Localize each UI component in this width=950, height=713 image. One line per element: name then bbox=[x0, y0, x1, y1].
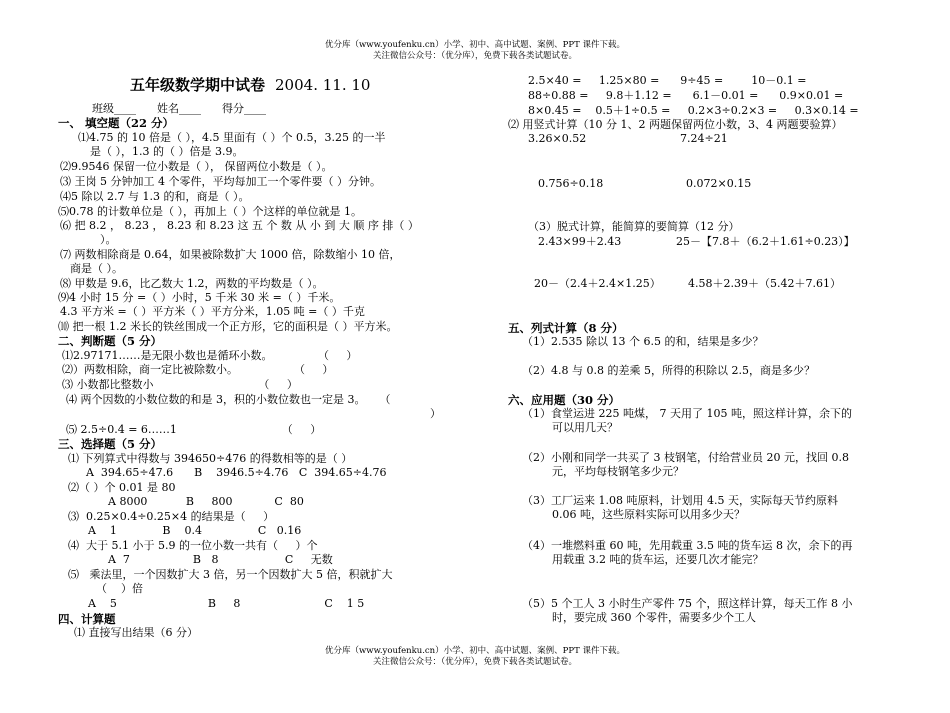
word-problem-3: （3）工厂运来 1.08 吨原料，计划用 4.5 天，实际每天节约原料 bbox=[522, 494, 838, 507]
choice-item-5-cont: （ ）倍 bbox=[96, 582, 143, 595]
simplify-calc-2: 25－【7.8＋（6.2＋1.61÷0.23）】 bbox=[676, 235, 855, 248]
fill-item-5: ⑸0.78 的计数单位是（ ），再加上（ ）个这样的单位就是 1。 bbox=[58, 205, 362, 218]
choice-item-1: ⑴ 下列算式中得数与 394650÷476 的得数相等的是（ ） bbox=[68, 452, 353, 465]
expr-item-1: （1）2.535 除以 13 个 6.5 的和，结果是多少？ bbox=[522, 335, 764, 348]
judge-item-5: ⑸ 2.5÷0.4 = 6……1 （ ） bbox=[66, 423, 322, 436]
choice-item-4: ⑷ 大于 5.1 小于 5.9 的一位小数一共有（ ）个 bbox=[68, 539, 318, 552]
judge-item-3: ⑶ 小数都比整数小 （ ） bbox=[62, 378, 298, 391]
judge-item-2: ⑵）两数相除，商一定比被除数小。 （ ） bbox=[62, 363, 334, 376]
fill-item-6-cont: ）。 bbox=[100, 233, 117, 246]
page-header-line1: 优分库（www.youfenku.cn）小学、初中、高中试题、案例、PPT 课件下载。 bbox=[325, 40, 625, 50]
fill-item-9-cont: 4.3 平方米 =（ ）平方米（ ）平方分米，1.05 吨 =（ ）千克 bbox=[60, 305, 365, 318]
word-problem-2: （2）小刚和同学一共买了 3 枝钢笔，付给营业员 20 元，找回 0.8 bbox=[522, 451, 849, 464]
exam-title-text: 五年级数学期中试卷 bbox=[130, 76, 266, 94]
choice-item-3-options: A 1 B 0.4 C 0.16 bbox=[88, 524, 302, 537]
judge-item-4: ⑷ 两个因数的小数位数的和是 3，积的小数位数也一定是 3。 （ bbox=[66, 393, 391, 406]
expr-item-2: （2）4.8 与 0.8 的差乘 5，所得的积除以 2.5，商是多少？ bbox=[522, 364, 815, 377]
vertical-calc-3: 0.756÷0.18 bbox=[538, 177, 604, 190]
fill-item-10: ⑽ 把一根 1.2 米长的铁丝围成一个正方形，它的面积是（ ）平方米。 bbox=[58, 320, 398, 333]
direct-calc-row-2: 88÷0.88 = 9.8＋1.12 = 6.1－0.01 = 0.9×0.01 = bbox=[528, 89, 844, 102]
judge-item-4-cont: ） bbox=[430, 407, 441, 420]
fill-item-8: ⑻ 甲数是 9.6，比乙数大 1.2，两数的平均数是（ ）。 bbox=[60, 277, 324, 290]
choice-item-2-options: A 8000 B 800 C 80 bbox=[108, 495, 304, 508]
vertical-calc-4: 0.072×0.15 bbox=[686, 177, 752, 190]
direct-calc-row-1: 2.5×40 = 1.25×80 = 9÷45 = 10－0.1 = bbox=[528, 74, 807, 87]
simplify-calc-4: 4.58＋2.39＋（5.42＋7.61） bbox=[688, 277, 841, 290]
simplify-calc-1: 2.43×99＋2.43 bbox=[538, 235, 622, 248]
fill-item-6: ⑹ 把 8.2 ， 8.23 ， 8.23 和 8.23 这 五 个 数 从 小 到 大 顺 序 排（ ） bbox=[60, 219, 419, 232]
word-problem-4: （4）一堆燃料重 60 吨，先用载重 3.5 吨的货车运 8 次，余下的再 bbox=[522, 539, 853, 552]
vertical-calc-title: ⑵ 用竖式计算（10 分 1、2 两题保留两位小数，3、4 两题要验算） bbox=[508, 118, 843, 131]
judge-item-1: ⑴2.97171……是无限小数也是循环小数。 （ ） bbox=[62, 349, 358, 362]
word-problem-1-cont: 可以用几天？ bbox=[552, 421, 618, 434]
choice-item-4-options: A 7 B 8 C 无数 bbox=[108, 553, 333, 566]
fill-item-2: ⑵9.9546 保留一位小数是（ ）， 保留两位小数是（ ）。 bbox=[60, 160, 333, 173]
fill-item-4: ⑷5 除以 2.7 与 1.3 的和，商是（ ）。 bbox=[60, 190, 250, 203]
fill-item-1: ⑴4.75 的 10 倍是（ ），4.5 里面有（ ）个 0.5，3.25 的一半 bbox=[78, 131, 386, 144]
word-problem-5-cont: 时，要完成 360 个零件，需要多少个工人 bbox=[552, 611, 756, 624]
word-problem-2-cont: 元，平均每枝钢笔多少元？ bbox=[552, 465, 684, 478]
student-info-line: 班级____ 姓名____ 得分____ bbox=[92, 102, 266, 115]
vertical-calc-2: 7.24÷21 bbox=[680, 132, 728, 145]
simplify-calc-3: 20－（2.4＋2.4×1.25） bbox=[534, 277, 661, 290]
page-footer-line2: 关注微信公众号：（优分库），免费下载各类试题试卷。 bbox=[372, 657, 577, 667]
direct-calc-row-3: 8×0.45 = 0.5＋1÷0.5 = 0.2×3÷0.2×3 = 0.3×0.14 = bbox=[528, 104, 859, 117]
calc-sub-1-title: ⑴ 直接写出结果（6 分） bbox=[74, 626, 198, 639]
fill-item-7-cont: 商是（ ）。 bbox=[70, 262, 123, 275]
fill-item-7: ⑺ 两数相除商是 0.64，如果被除数扩大 1000 倍，除数缩小 10 倍， bbox=[60, 248, 401, 261]
choice-item-5-options: A 5 B 8 C 1 5 bbox=[88, 597, 365, 610]
choice-item-3: ⑶ 0.25×0.4÷0.25×4 的结果是（ ） bbox=[68, 510, 275, 523]
vertical-calc-1: 3.26×0.52 bbox=[528, 132, 587, 145]
choice-item-1-options: A 394.65÷47.6 B 3946.5÷4.76 C 394.65÷4.76 bbox=[86, 466, 387, 479]
word-problem-3-cont: 0.06 吨，这些原料实际可以用多少天？ bbox=[552, 508, 745, 521]
simplify-calc-title: （3）脱式计算，能简算的要简算（12 分） bbox=[528, 220, 740, 233]
choice-item-5: ⑸ 乘法里，一个因数扩大 3 倍，另一个因数扩大 5 倍，积就扩大 bbox=[68, 568, 393, 581]
section-1-title: 一、 填空题（22 分） bbox=[58, 116, 175, 130]
exam-date: 2004. 11. 10 bbox=[275, 76, 371, 94]
section-5-title: 五、列式计算（8 分） bbox=[508, 321, 624, 335]
fill-item-9: ⑼4 小时 15 分 =（ ）小时，5 千米 30 米 =（ ）千米。 bbox=[58, 291, 341, 304]
page-footer-line1: 优分库（www.youfenku.cn）小学、初中、高中试题、案例、PPT 课件下载。 bbox=[325, 646, 625, 656]
exam-title bbox=[130, 78, 370, 92]
word-problem-4-cont: 用载重 3.2 吨的货车运，还要几次才能完？ bbox=[552, 553, 764, 566]
choice-item-2: ⑵（ ）个 0.01 是 80 bbox=[68, 481, 176, 494]
fill-item-1-cont: 是（ ），1.3 的（ ）倍是 3.9。 bbox=[90, 145, 244, 158]
fill-item-3: ⑶ 王岗 5 分钟加工 4 个零件，平均每加工一个零件要（ ）分钟。 bbox=[60, 175, 381, 188]
section-2-title: 二、判断题（5 分） bbox=[58, 334, 163, 348]
section-6-title: 六、应用题（30 分） bbox=[508, 393, 621, 407]
page-header-line2: 关注微信公众号：（优分库），免费下载各类试题试卷。 bbox=[372, 51, 577, 61]
word-problem-5: （5）5 个工人 3 小时生产零件 75 个，照这样计算，每天工作 8 小 bbox=[522, 597, 853, 610]
section-3-title: 三、选择题（5 分） bbox=[58, 437, 163, 451]
word-problem-1: （1）食堂运进 225 吨煤， 7 天用了 105 吨，照这样计算，余下的 bbox=[522, 407, 852, 420]
section-4-title: 四、计算题 bbox=[58, 612, 116, 626]
